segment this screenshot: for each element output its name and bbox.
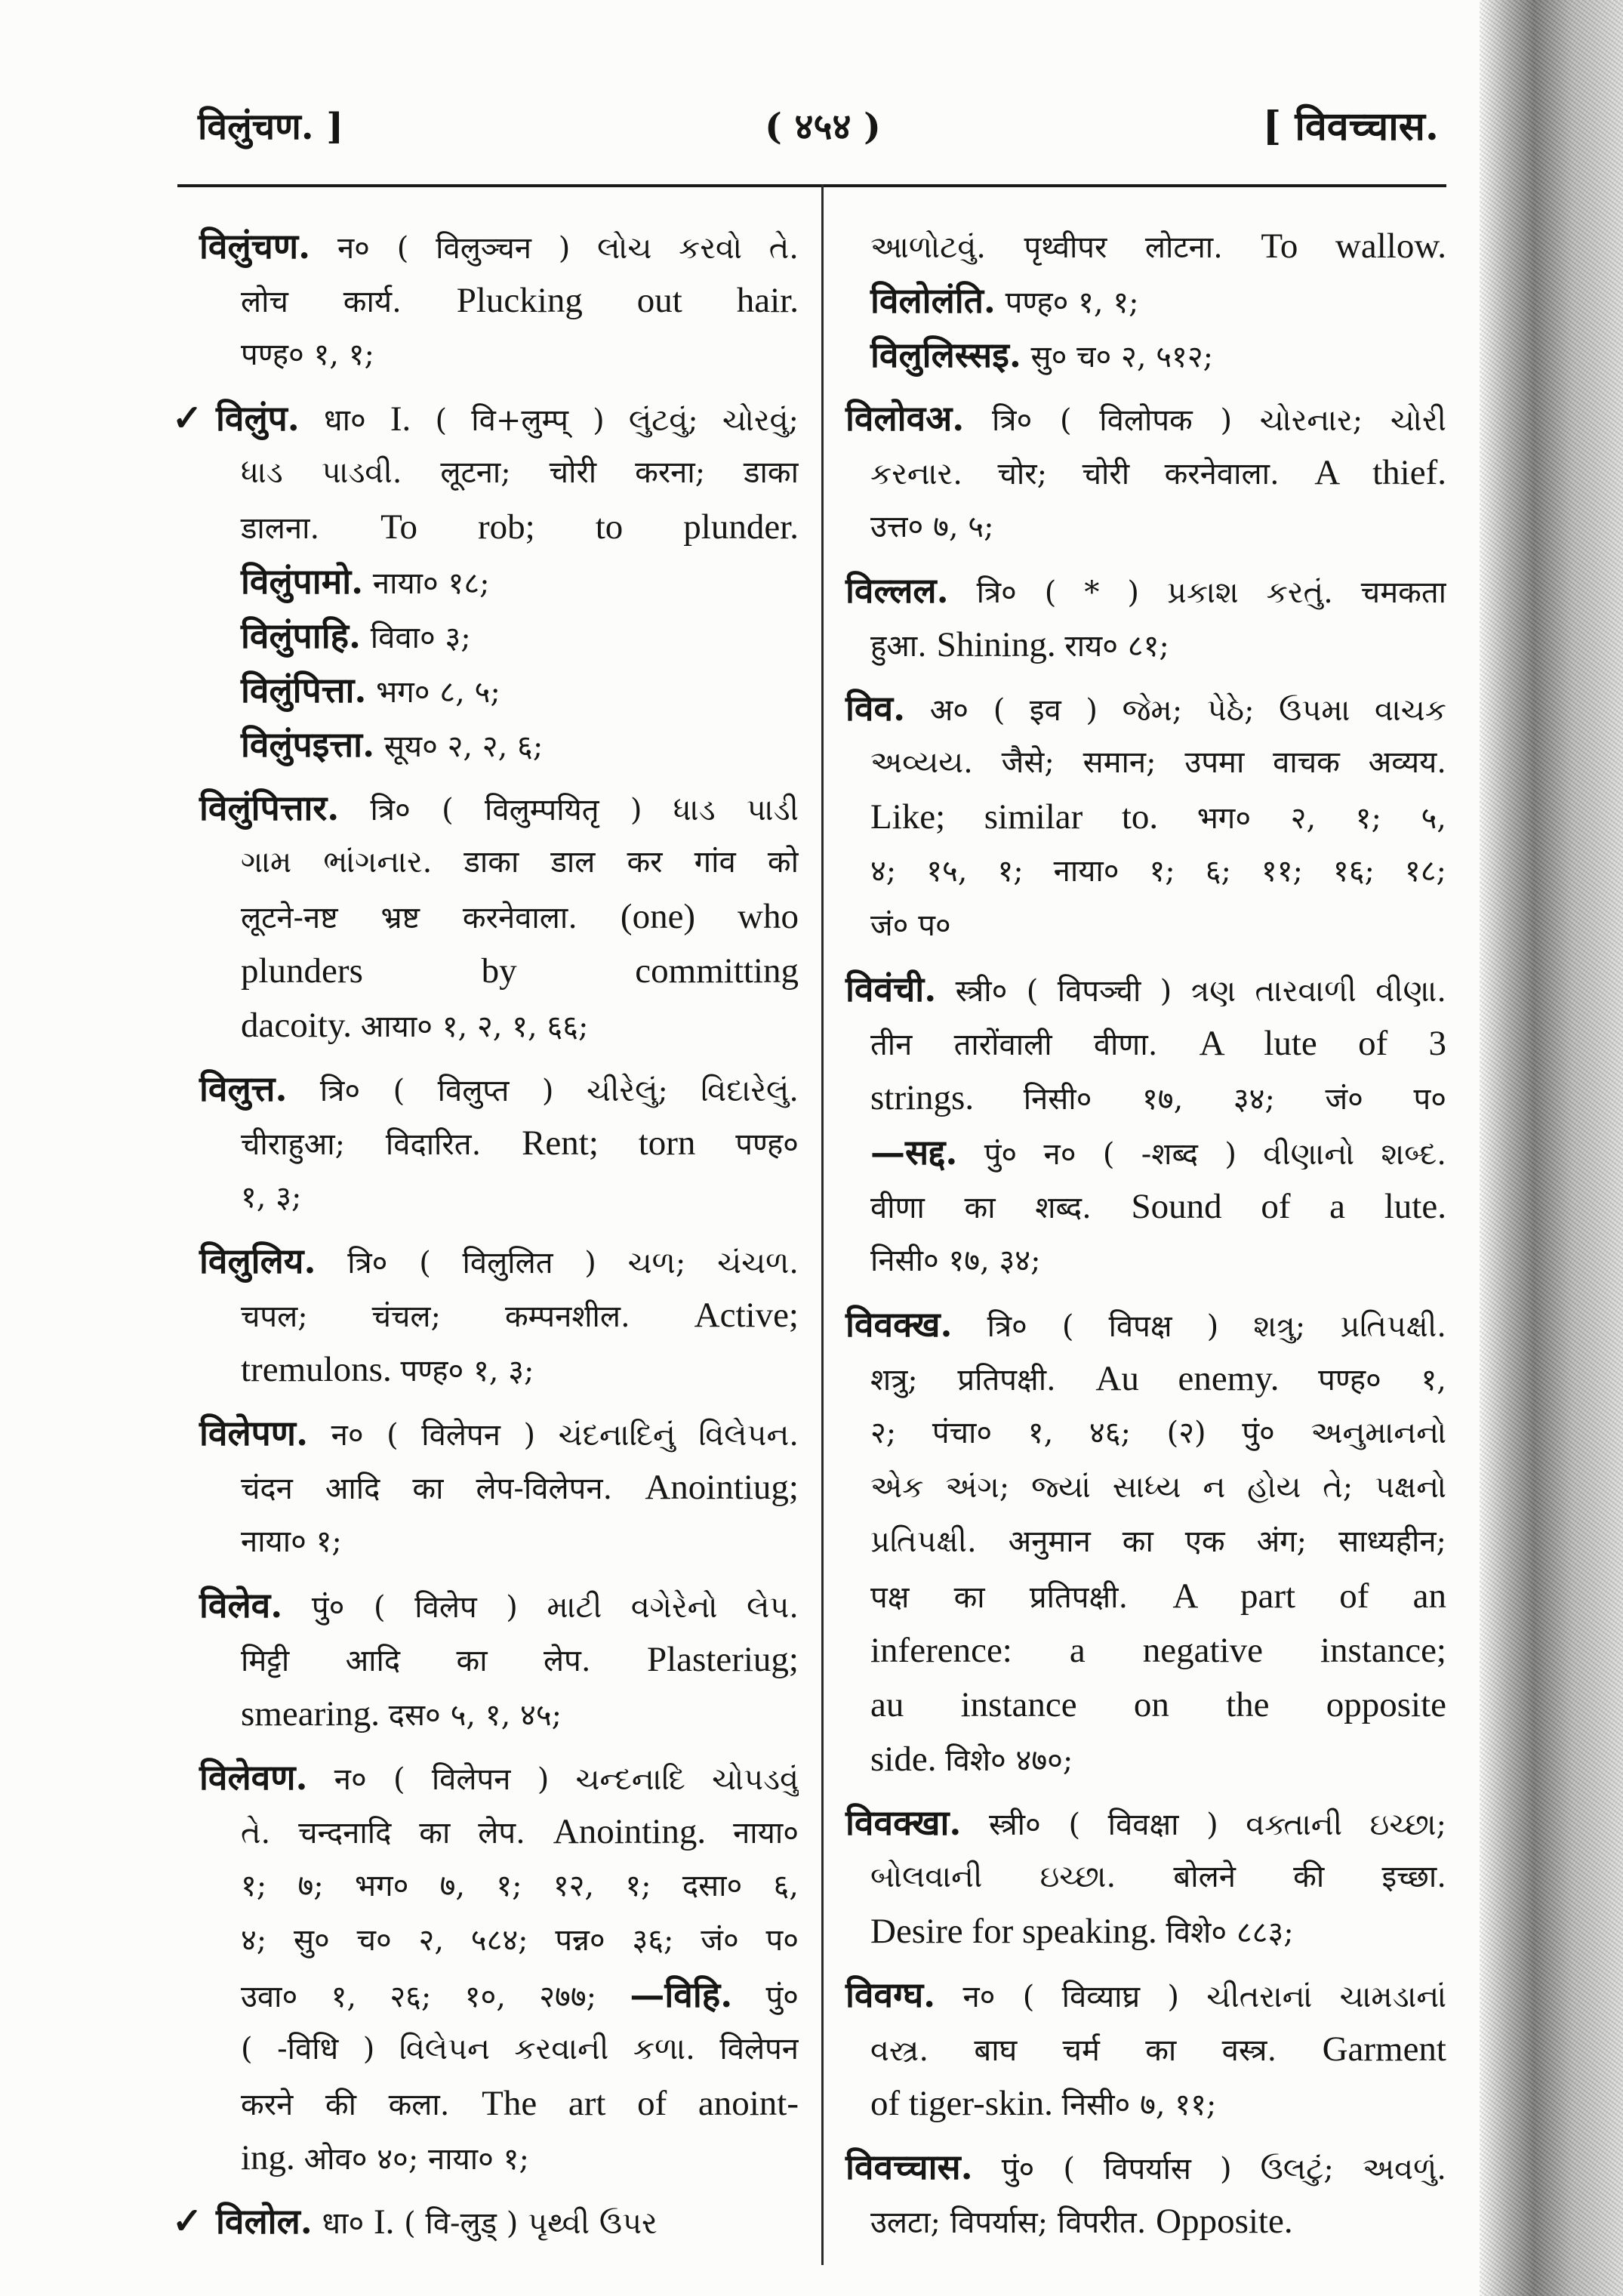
english-gloss: Active; xyxy=(694,1296,799,1335)
headword: विव. xyxy=(845,688,906,729)
entry-line xyxy=(172,500,799,554)
english-gloss: smearing. xyxy=(241,1694,389,1734)
vernacular-text: धा० xyxy=(312,2206,374,2241)
dictionary-entry xyxy=(838,391,1446,554)
dictionary-entry xyxy=(172,1234,799,1397)
dictionary-entry xyxy=(838,2140,1446,2248)
english-gloss: Rent; torn xyxy=(522,1123,736,1163)
inflected-form-line xyxy=(838,273,1446,328)
entry-line xyxy=(172,1460,799,1515)
entry-line xyxy=(172,1515,799,1569)
vernacular-text: पण्ह० १, १; xyxy=(995,285,1139,320)
entry-line xyxy=(172,273,799,328)
vernacular-text: जं० प० xyxy=(870,908,951,943)
dictionary-entry xyxy=(172,1062,799,1225)
vernacular-text: पण्ह० १, १; xyxy=(241,337,374,372)
entry-line xyxy=(172,1804,799,1859)
entry-line xyxy=(838,735,1446,790)
entry-head-line xyxy=(838,2140,1446,2194)
vernacular-text: उत्त० ७, ५; xyxy=(870,510,994,544)
entry-line xyxy=(838,1016,1446,1071)
english-gloss: Plucking out hair. xyxy=(456,281,799,320)
page-number: ( ४५४ ) xyxy=(765,106,881,148)
vernacular-text: चीराहुआ; विदारित. xyxy=(241,1127,522,1162)
entry-head-line xyxy=(838,962,1446,1016)
entry-head-line xyxy=(838,391,1446,445)
vernacular-text: त्रि० ( विलुप्त ) ચીરેલું; વિદારેલું. xyxy=(287,1074,799,1108)
vernacular-text: डालना. xyxy=(241,511,381,546)
english-gloss: Anointing. xyxy=(553,1812,734,1851)
dictionary-entry xyxy=(172,781,799,1052)
vernacular-text: त्रि० ( विलुम्पयितृ ) ધાડ પાડી xyxy=(339,793,799,827)
english-gloss: au instance on the opposite xyxy=(870,1685,1446,1724)
entry-head-line xyxy=(172,781,799,835)
entry-head-line xyxy=(838,1795,1446,1850)
english-gloss: plunders by committing xyxy=(241,951,799,991)
vernacular-text: न० ( विव्याघ्र ) ચીતરાનાં ચામડાનાં xyxy=(935,1980,1446,2014)
vernacular-text: आया० १, २, १, ६६; xyxy=(360,1009,589,1044)
vernacular-text: विशे० ४७०; xyxy=(945,1743,1073,1778)
vernacular-text: निसी० ७, ११; xyxy=(1061,2088,1217,2122)
entry-line xyxy=(172,1170,799,1225)
english-gloss: Like; similar to. xyxy=(870,797,1197,837)
vernacular-text: चंदन आदि का लेप-विलेपन. xyxy=(241,1472,645,1506)
vernacular-text: ધાડ પાડવી. लूटना; चोरी करना; डाका xyxy=(241,455,799,490)
inflected-form-line xyxy=(172,663,799,717)
right-column xyxy=(838,219,1446,2248)
vernacular-text: न० ( विलुञ्चन ) લોચ કરવો તે. xyxy=(310,231,799,266)
entry-head-line xyxy=(838,563,1446,618)
entry-line xyxy=(172,1288,799,1342)
scan-page-edge-shadow xyxy=(1480,0,1623,2296)
vernacular-text: राय० ८१; xyxy=(1064,629,1169,664)
vernacular-text: दस० ५, १, ४५; xyxy=(388,1698,562,1733)
vernacular-text: पुं० ( विलेप ) માટી વગેરેનો લેપ. xyxy=(282,1590,799,1625)
english-gloss: Au enemy. xyxy=(1095,1359,1319,1398)
vernacular-text: नाया० १; xyxy=(241,1524,342,1559)
vernacular-text: ४; सु० च० २, ५८४; पन्न० ३६; जं० प० xyxy=(241,1923,799,1958)
entry-line xyxy=(838,1569,1446,1623)
entry-line xyxy=(838,898,1446,953)
entry-line xyxy=(172,944,799,998)
headword: विलुंपित्तार. xyxy=(199,787,340,828)
headword: विलेवण. xyxy=(199,1757,308,1798)
entry-line xyxy=(172,1342,799,1397)
dictionary-entry xyxy=(172,1578,799,1741)
english-gloss: dacoity. xyxy=(241,1006,361,1045)
dictionary-entry-continued xyxy=(838,219,1446,382)
entry-head-line xyxy=(172,1750,799,1804)
dictionary-entry xyxy=(838,1968,1446,2131)
vernacular-text: भग० २, १; ५, xyxy=(1196,801,1446,836)
vernacular-text: એક અંગ; જ્યાં સાધ્ય ન હોય તે; પક્ષનો xyxy=(870,1470,1446,1505)
english-gloss: A part of an xyxy=(1172,1576,1446,1616)
vernacular-text: ( -विधि ) વિલેપન કરવાની કળા. विलेपन xyxy=(241,2032,799,2066)
inflected-form-line xyxy=(172,609,799,663)
entry-line xyxy=(172,1913,799,1968)
vernacular-text: ४; १५, १; नाया० १; ६; ११; १६; १८; xyxy=(870,854,1446,889)
vernacular-text: न० ( विलेपन ) ચન્દનાદિ ચોપડવું xyxy=(307,1762,799,1797)
entry-head-line xyxy=(838,1297,1446,1351)
vernacular-text: पुं० न० ( -शब्द ) વીણાનો શબ્દ. xyxy=(957,1137,1446,1172)
entry-line xyxy=(172,1859,799,1913)
vernacular-text: पण्ह० xyxy=(735,1127,799,1162)
headword: विवग्घ. xyxy=(845,1974,936,2015)
column-divider xyxy=(821,184,824,2265)
vernacular-text: वीणा का शब्द. xyxy=(870,1191,1132,1225)
vernacular-text: पण्ह० १, xyxy=(1318,1363,1446,1398)
vernacular-text: १, ३; xyxy=(241,1180,302,1215)
dictionary-entry xyxy=(172,1750,799,2185)
vernacular-text: त्रि० ( विलुलित ) ચળ; ચંચળ. xyxy=(316,1246,799,1281)
entry-line xyxy=(838,1234,1446,1288)
entry-line xyxy=(838,1179,1446,1234)
entry-line xyxy=(172,2131,799,2185)
headword: —विहि. xyxy=(630,1974,733,2015)
vernacular-text: પ્રતિપક્ષી. अनुमान का एक अंग; साध्यहीन; xyxy=(870,1524,1446,1559)
english-gloss: The art of anoint- xyxy=(482,2084,799,2123)
dictionary-entry xyxy=(838,563,1446,672)
vernacular-text: भग० ८, ५; xyxy=(366,675,500,710)
english-gloss: I. xyxy=(390,399,411,439)
vernacular-text: शत्रु; प्रतिपक्षी. xyxy=(870,1363,1096,1398)
dictionary-entry xyxy=(838,681,1446,953)
vernacular-text: १; ७; भग० ७, १; १२, १; दसा० ६, xyxy=(241,1869,799,1903)
vernacular-text: त्रि० ( * ) પ્રકાશ કરતું. चमकता xyxy=(948,575,1446,610)
entry-head-line xyxy=(172,391,799,445)
vernacular-text: धा० xyxy=(299,403,390,438)
entry-line xyxy=(838,1125,1446,1179)
english-gloss: tremulons. xyxy=(241,1350,401,1389)
vernacular-text: અવ્યય. जैसे; समान; उपमा वाचक अव्यय. xyxy=(870,745,1446,780)
entry-head-line xyxy=(172,2194,799,2248)
dictionary-entry xyxy=(838,1297,1446,1786)
vernacular-text: त्रि० ( विपक्ष ) શત્રુ; પ્રતિપક્ષી. xyxy=(952,1309,1446,1344)
vernacular-text: ओव० ४०; नाया० १; xyxy=(303,2142,529,2177)
headword: विवच्चास. xyxy=(845,2147,973,2187)
entry-line xyxy=(838,1071,1446,1125)
dictionary-entry xyxy=(172,2194,799,2248)
inflected-form-line xyxy=(172,554,799,609)
vernacular-text: अ० ( इव ) જેમ; પેઠે; ઉપમા વાચક xyxy=(905,693,1446,728)
headword: विलेपण. xyxy=(199,1413,309,1453)
entry-head-line xyxy=(172,1406,799,1460)
english-gloss: To rob; to plunder. xyxy=(380,507,799,547)
entry-line xyxy=(838,1904,1446,1959)
vernacular-text: निसी० १७, ३४; जं० प० xyxy=(1023,1082,1446,1117)
entry-head-line xyxy=(838,1968,1446,2022)
english-gloss: To wallow. xyxy=(1261,227,1446,266)
entry-line xyxy=(172,2076,799,2131)
vernacular-text: બોલવાની ઇચ્છા. बोलने की इच्छा. xyxy=(870,1860,1446,1894)
english-gloss: Garment xyxy=(1322,2029,1446,2069)
check-mark-icon: ✓ xyxy=(172,397,203,439)
english-gloss: Plasteriug; xyxy=(646,1640,799,1679)
vernacular-text: ( वि+लुम्प् ) લુંટવું; ચોરવું; xyxy=(411,403,799,438)
headword: विलुंपित्ता. xyxy=(241,670,367,710)
running-head-last-word: [ विवच्चास. xyxy=(1262,103,1439,149)
entry-line xyxy=(172,328,799,382)
vernacular-text: लूटने-नष्ट भ्रष्ट करनेवाला. xyxy=(241,901,621,935)
english-gloss: Desire for speaking. xyxy=(870,1912,1166,1951)
english-gloss: Shining. xyxy=(936,625,1065,664)
headword: —सद्द. xyxy=(870,1132,958,1173)
entry-line xyxy=(838,1850,1446,1904)
vernacular-text: स्त्री० ( विपञ्ची ) ત્રણ તારવાળી વીણા. xyxy=(936,974,1446,1009)
vernacular-text: सु० च० २, ५१२; xyxy=(1021,340,1214,374)
vernacular-text: વસ્ત્ર. बाघ चर्म का वस्त्र. xyxy=(870,2033,1323,2068)
entry-line xyxy=(172,835,799,889)
english-gloss: side. xyxy=(870,1740,946,1779)
running-head-first-word: विलुंचण. ] xyxy=(198,106,343,148)
entry-line xyxy=(838,1515,1446,1569)
entry-head-line xyxy=(172,1578,799,1632)
vernacular-text: કરનાર. चोर; चोरी करनेवाला. xyxy=(870,457,1315,492)
vernacular-text: विवा० ३; xyxy=(361,621,471,655)
vernacular-text: उवा० १, २६; १०, २७७; xyxy=(241,1980,630,2014)
vernacular-text: मिट्टी आदि का लेप. xyxy=(241,1644,647,1678)
entry-head-line xyxy=(838,681,1446,735)
vernacular-text: स्त्री० ( विवक्षा ) વક્તાની ઇચ્છા; xyxy=(961,1808,1446,1842)
english-gloss: strings. xyxy=(870,1078,1024,1117)
headword: विलुंचण. xyxy=(199,226,311,267)
headword: विलुंपाहि. xyxy=(241,615,362,656)
entry-line xyxy=(172,1116,799,1170)
entry-line xyxy=(838,618,1446,672)
entry-line xyxy=(838,445,1446,500)
entry-line xyxy=(838,2194,1446,2248)
headword: विलोलंति. xyxy=(870,280,996,321)
vernacular-text: उलटा; विपर्यास; विपरीत. xyxy=(870,2205,1156,2240)
vernacular-text: पण्ह० १, ३; xyxy=(400,1354,534,1388)
headword: विलुत्त. xyxy=(199,1068,288,1109)
entry-line xyxy=(172,445,799,500)
dictionary-entry xyxy=(838,962,1446,1288)
vernacular-text: नाया० xyxy=(733,1816,799,1851)
english-gloss: A lute of 3 xyxy=(1199,1024,1446,1063)
entry-line xyxy=(838,1732,1446,1786)
vernacular-text: ( वि-लुड् ) પૃથ્વી ઉપર xyxy=(394,2206,658,2241)
entry-line xyxy=(172,2022,799,2076)
headword: विलोल. xyxy=(216,2201,313,2242)
entry-line xyxy=(838,219,1446,273)
entry-head-line xyxy=(172,1234,799,1288)
entry-line xyxy=(838,1406,1446,1460)
entry-line xyxy=(172,998,799,1052)
entry-line xyxy=(838,1460,1446,1515)
headword: विलुलिस्सइ. xyxy=(870,334,1021,375)
dictionary-entry xyxy=(172,219,799,382)
headword: विवंची. xyxy=(845,969,937,1009)
headword: विलोवअ. xyxy=(845,398,965,439)
vernacular-text: त्रि० ( विलोपक ) ચોરનાર; ચોરી xyxy=(964,403,1446,438)
english-gloss: I. xyxy=(374,2202,395,2242)
vernacular-text: २; पंचा० १, ४६; (२) पुं० અનુમાનનો xyxy=(870,1416,1446,1450)
entry-line xyxy=(838,1678,1446,1732)
entry-head-line xyxy=(172,219,799,273)
headword: विलुंप. xyxy=(216,398,300,439)
english-gloss: (one) who xyxy=(620,897,799,936)
english-gloss: Anointiug; xyxy=(645,1468,799,1507)
english-gloss: A thief. xyxy=(1314,453,1446,492)
vernacular-text: તે. चन्दनादि का लेप. xyxy=(241,1816,553,1851)
headword: विल्लल. xyxy=(845,570,949,611)
vernacular-text: पक्ष का प्रतिपक्षी. xyxy=(870,1580,1173,1615)
vernacular-text: न० ( विलेपन ) ચંદનાદિનું વિલેપન. xyxy=(308,1418,799,1453)
vernacular-text: करने की कला. xyxy=(241,2088,482,2122)
vernacular-text: विशे० ८८३; xyxy=(1166,1915,1294,1950)
header-rule xyxy=(177,184,1446,187)
entry-line xyxy=(838,2022,1446,2076)
entry-line xyxy=(838,790,1446,844)
vernacular-text: निसी० १७, ३४; xyxy=(870,1244,1041,1278)
entry-line xyxy=(172,1632,799,1687)
vernacular-text: चपल; चंचल; कम्पनशील. xyxy=(241,1299,694,1334)
entry-line xyxy=(838,844,1446,898)
vernacular-text: ગામ ભાંગનાર. डाका डाल कर गांव को xyxy=(241,845,799,880)
dictionary-entry xyxy=(172,1406,799,1569)
english-gloss: ing. xyxy=(241,2138,304,2177)
headword: विलुलिय. xyxy=(199,1240,316,1281)
vernacular-text: हुआ. xyxy=(870,629,937,664)
vernacular-text: पुं० ( विपर्यास ) ઉલટું; અવળું. xyxy=(972,2152,1446,2187)
check-mark-icon: ✓ xyxy=(172,2200,203,2242)
entry-line xyxy=(838,1351,1446,1406)
entry-line xyxy=(838,2076,1446,2131)
vernacular-text: लोच कार्य. xyxy=(241,285,457,319)
inflected-form-line xyxy=(838,328,1446,382)
english-gloss: inference: a negative instance; xyxy=(870,1631,1446,1670)
entry-line xyxy=(838,500,1446,554)
english-gloss: Opposite. xyxy=(1156,2202,1293,2241)
vernacular-text: सूय० २, २, ६; xyxy=(374,729,544,764)
entry-line xyxy=(838,1623,1446,1678)
entry-line xyxy=(172,889,799,944)
entry-line xyxy=(172,1968,799,2022)
headword: विवक्खा. xyxy=(845,1802,962,1843)
left-column xyxy=(172,219,799,2248)
vernacular-text: तीन तारोंवाली वीणा. xyxy=(870,1028,1200,1062)
dictionary-entry xyxy=(838,1795,1446,1959)
inflected-form-line xyxy=(172,717,799,772)
headword: विलेव. xyxy=(199,1585,283,1626)
headword: विवक्ख. xyxy=(845,1304,953,1345)
vernacular-text: पुं० xyxy=(732,1980,799,2014)
dictionary-entry xyxy=(172,391,799,772)
english-gloss: Sound of a lute. xyxy=(1131,1187,1446,1226)
vernacular-text: આળોટવું. पृथ्वीपर लोटना. xyxy=(870,230,1261,265)
english-gloss: of tiger-skin. xyxy=(870,2084,1062,2123)
headword: विलुंपामो. xyxy=(241,561,364,602)
headword: विलुंपइत्ता. xyxy=(241,724,375,765)
entry-line xyxy=(172,1687,799,1741)
entry-head-line xyxy=(172,1062,799,1116)
vernacular-text: नाया० १८; xyxy=(363,566,490,601)
